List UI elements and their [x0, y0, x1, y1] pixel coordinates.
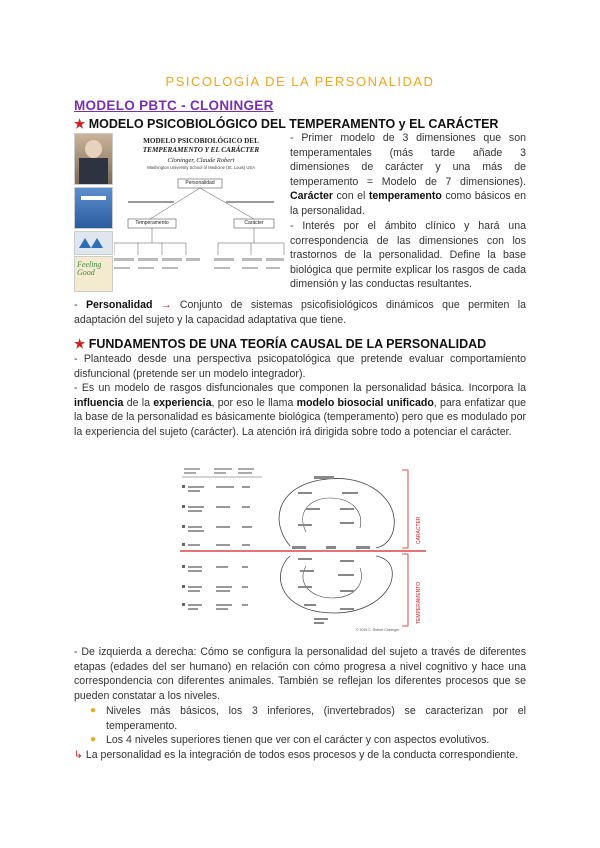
node-temperamento: Temperamento [135, 220, 169, 226]
hierarchy-diagram [114, 175, 286, 291]
figure-credit: © 2015 C. Robert Cloninger [356, 628, 400, 632]
side-text-c: como básicos en la personalidad. [290, 190, 526, 217]
p2-text-d: , para enfatizar que la base de la personalidad es básicamente biológica (temperamento) pero que es modulado por la experiencia del sujeto (carácter). La atención irá dirigida sobre todo a potenciar el carácter. [74, 396, 526, 438]
developmental-diagram [180, 462, 442, 638]
side-text-a: - Primer modelo de 3 dimensiones que son temperamentales (más tarde añade 3 dimensiones de carácter y una más de temperamento = Modelo de 7 dimensiones). [290, 132, 526, 188]
label-caracter: CARÁCTER [416, 516, 422, 544]
book-cover-logo [74, 231, 113, 255]
corner-arrow-icon: ↳ [74, 749, 83, 761]
arrow-icon: → [152, 299, 180, 311]
star-icon: ★ [74, 117, 86, 131]
node-personalidad: Personalidad [185, 180, 215, 186]
node-caracter: Carácter [244, 220, 264, 226]
section1-side-paragraph-1 [290, 131, 526, 219]
section2-heading [74, 336, 486, 351]
star-icon: ★ [74, 337, 86, 351]
term-experiencia: experiencia [153, 396, 212, 409]
book-title: Feeling Good [77, 260, 102, 277]
bullet-dot-icon: ● [90, 705, 97, 716]
face-shape [85, 140, 102, 158]
section1-heading-text: MODELO PSICOBIOLÓGICO DEL TEMPERAMENTO y EL CARÁCTER [88, 117, 499, 131]
suit-shape [79, 158, 108, 184]
bullet-text-1: Niveles más básicos, los 3 inferiores, (invertebrados) se caracterizan por el temperamento. [106, 705, 526, 732]
p2-text-c: , por eso le llama [211, 396, 297, 409]
section2-paragraph-3: - De izquierda a derecha: Cómo se configura la personalidad del sujeto a través de diferentes etapas (edades del ser humano) en relación con cómo progresa a nivel cognitivo y hace una correspondencia con diferentes animales. También se reflejan los diferentes procesos que se pueden constatar a los niveles. [74, 646, 526, 702]
diagram-author: Cloninger, Claude Robert [167, 157, 235, 164]
def-dash: - [74, 299, 86, 311]
section1-heading [74, 116, 498, 131]
list-item [90, 733, 526, 748]
figure-cloninger-model [74, 131, 286, 291]
bullet-dot-icon: ● [90, 734, 97, 746]
section1-side-paragraph-2: - Interés por el ámbito clínico y hará una correspondencia de las dimensiones con los trastornos de la personalidad. Define la base biológica que permite explicar los rasgos de cada dimensión y las conductas resultantes. [290, 220, 526, 291]
diagram-affiliation: Washington University School of Medicine (St. Louis) USA [146, 165, 256, 170]
conclusion [74, 748, 526, 763]
page-title: PSICOLOGÍA DE LA PERSONALIDAD [165, 74, 435, 89]
book-cover-feeling-good [74, 256, 113, 292]
personalidad-definition [74, 298, 526, 327]
section2-heading-text: FUNDAMENTOS DE UNA TEORÍA CAUSAL DE LA PERSONALIDAD [88, 337, 487, 351]
label-temperamento: TEMPERAMENTO [416, 581, 422, 624]
author-photo [74, 133, 113, 185]
book-cover-blue [74, 187, 113, 229]
term-personalidad: Personalidad [85, 299, 153, 311]
p2-text-a: - Es un modelo de rasgos disfuncionales que componen la personalidad básica. Incorpora la [74, 382, 526, 394]
term-influencia: influencia [74, 396, 124, 409]
book-stripe [81, 196, 106, 200]
conclusion-text: La personalidad es la integración de todos esos procesos y de la conducta correspondiente. [82, 749, 519, 761]
book-logo-icon [75, 232, 112, 254]
bullet-list [90, 704, 526, 748]
def-text: Conjunto de sistemas psicofisiológicos dinámicos que permiten la adaptación del sujeto y la capacidad adaptativa que tiene. [74, 299, 526, 326]
subtitle: MODELO PBTC - CLONINGER [74, 98, 274, 113]
section2-paragraph-2 [74, 381, 526, 439]
figure-developmental-model [180, 462, 442, 638]
list-item [90, 704, 526, 733]
diagram-title-line1: MODELO PSICOBIOLÓGICO DEL [143, 137, 259, 145]
p2-text-b: de la [123, 396, 154, 409]
section2-paragraph-1: - Planteado desde una perspectiva psicopatológica que pretende evaluar comportamiento disfuncional (pretende ser un modelo integrador). [74, 353, 526, 380]
diagram-title [116, 137, 286, 155]
term-caracter: Carácter [290, 190, 333, 203]
bullet-text-2: Los 4 niveles superiores tienen que ver con el carácter y con aspectos evolutivos. [106, 734, 490, 747]
diagram-title-line2: TEMPERAMENTO Y EL CARÁCTER [142, 146, 260, 154]
side-text-b: con el [333, 190, 369, 203]
term-modelo-biosocial: modelo biosocial unificado [296, 396, 434, 409]
term-temperamento: temperamento [368, 190, 442, 203]
